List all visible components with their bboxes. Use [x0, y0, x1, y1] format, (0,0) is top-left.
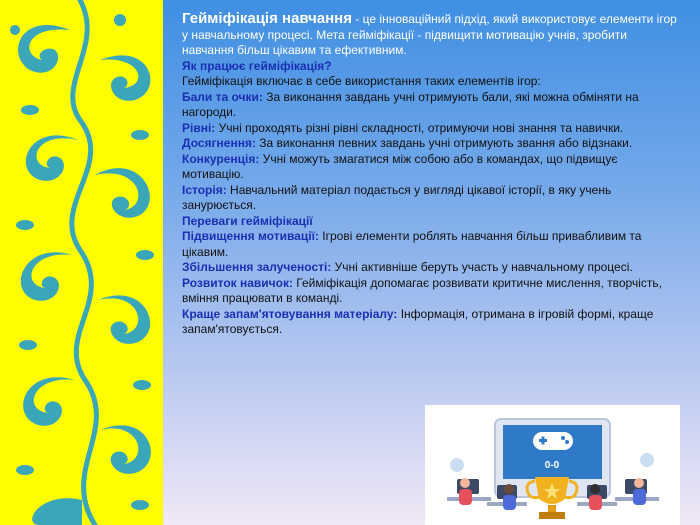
- benefit-text: Ігрові елементи роблять навчання більш привабливим та цікавим.: [182, 229, 642, 259]
- how-it-works-text: Гейміфікація включає в себе використання таких елементів ігор:: [182, 74, 541, 88]
- element-term: Досягнення:: [182, 136, 256, 150]
- petrykivka-ornament-icon: [0, 0, 163, 525]
- esports-scene-icon: [425, 405, 680, 525]
- benefit-term: Збільшення залученості:: [182, 260, 332, 274]
- intro-paragraph: [182, 11, 682, 59]
- intro-text: - це інноваційний підхід, який використовує елементи ігор у навчальному процесі. Мета гейміфікації - підвищити мотивацію учнів, зробити навчання більш цікавим та ефективним.: [182, 12, 677, 57]
- element-term: Рівні:: [182, 120, 216, 135]
- element-item: [182, 90, 682, 121]
- benefit-item: [182, 307, 682, 338]
- element-text: Учні проходять різні рівні складності, отримуючи нові знання та навички.: [215, 120, 624, 135]
- element-text: Учні можуть змагатися між собою або в командах, що підвищує мотивацію.: [182, 151, 618, 181]
- element-item: [182, 136, 682, 152]
- element-item: [182, 121, 682, 137]
- benefit-item: [182, 229, 682, 260]
- benefit-item: [182, 276, 682, 307]
- scoreboard-text: 0-0: [544, 460, 560, 471]
- benefits-heading: Переваги гейміфікації: [182, 213, 313, 228]
- element-term: Історія:: [182, 182, 227, 197]
- element-term: Конкуренція:: [182, 151, 260, 166]
- gamepad-icon: [533, 432, 573, 450]
- folk-ornament-panel: [0, 0, 163, 525]
- element-item: [182, 183, 682, 214]
- text-content: [182, 11, 682, 338]
- how-it-works-heading: Як працює гейміфікація?: [182, 58, 332, 73]
- benefit-term: Розвиток навичок:: [182, 275, 293, 290]
- benefit-text: Інформація, отримана в ігровій формі, краще запам'ятовується.: [182, 306, 654, 336]
- benefit-text: Гейміфікація допомагає розвивати критичне мислення, творчість, вміння працювати в команді.: [182, 275, 662, 305]
- benefit-text: Учні активніше беруть участь у навчальному процесі.: [331, 260, 633, 274]
- benefit-term: Краще запам'ятовування матеріалу:: [182, 306, 398, 321]
- element-item: [182, 152, 682, 183]
- element-text: За виконання певних завдань учні отримують звання або відзнаки.: [255, 136, 633, 150]
- element-term: Бали та очки:: [182, 89, 263, 104]
- benefit-item: [182, 260, 682, 276]
- element-text: За виконання завдань учні отримують бали, які можна обміняти на нагороди.: [182, 89, 639, 119]
- element-text: Навчальний матеріал подається у вигляді цікавої історії, в яку учень занурюється.: [182, 182, 612, 212]
- slide-title: Гейміфікація навчання: [182, 10, 352, 27]
- benefit-term: Підвищення мотивації:: [182, 229, 319, 243]
- gaming-illustration: [425, 405, 680, 525]
